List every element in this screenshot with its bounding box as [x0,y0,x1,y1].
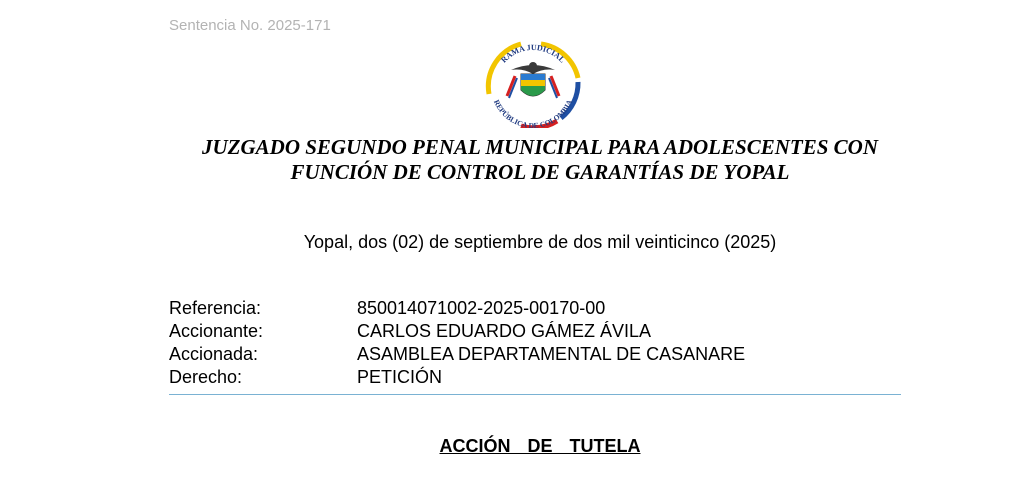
case-label: Accionada: [169,344,259,364]
case-row-accionante [169,320,745,343]
case-row-accionada [169,343,745,366]
case-value: CARLOS EDUARDO GÁMEZ ÁVILA [357,321,652,341]
court-name-line-2: FUNCIÓN DE CONTROL DE GARANTÍAS DE YOPAL [290,160,790,184]
case-value: PETICIÓN [357,367,443,387]
case-label: Accionante: [169,321,264,341]
case-row-derecho [169,366,745,389]
case-row-referencia [169,297,745,320]
case-value: 850014071002-2025-00170-00 [357,298,606,318]
case-details [169,297,745,389]
document-title: ACCIÓN DE TUTELA [439,436,641,456]
case-label: Referencia: [169,298,262,318]
rama-judicial-seal [481,38,585,128]
case-label: Derecho: [169,367,243,387]
court-name-line-1: JUZGADO SEGUNDO PENAL MUNICIPAL PARA ADOLESCENTES CON [202,135,878,159]
sentencia-number: Sentencia No. 2025-171 [169,17,331,34]
case-value: ASAMBLEA DEPARTAMENTAL DE CASANARE [357,344,746,364]
svg-text:RAMA JUDICIAL: RAMA JUDICIAL [499,42,567,65]
svg-text:REPÚBLICA DE COLOMBIA: REPÚBLICA DE COLOMBIA [491,98,575,128]
court-name [100,135,980,185]
section-divider [169,394,901,395]
date-line: Yopal, dos (02) de septiembre de dos mil veinticinco (2025) [303,232,777,252]
